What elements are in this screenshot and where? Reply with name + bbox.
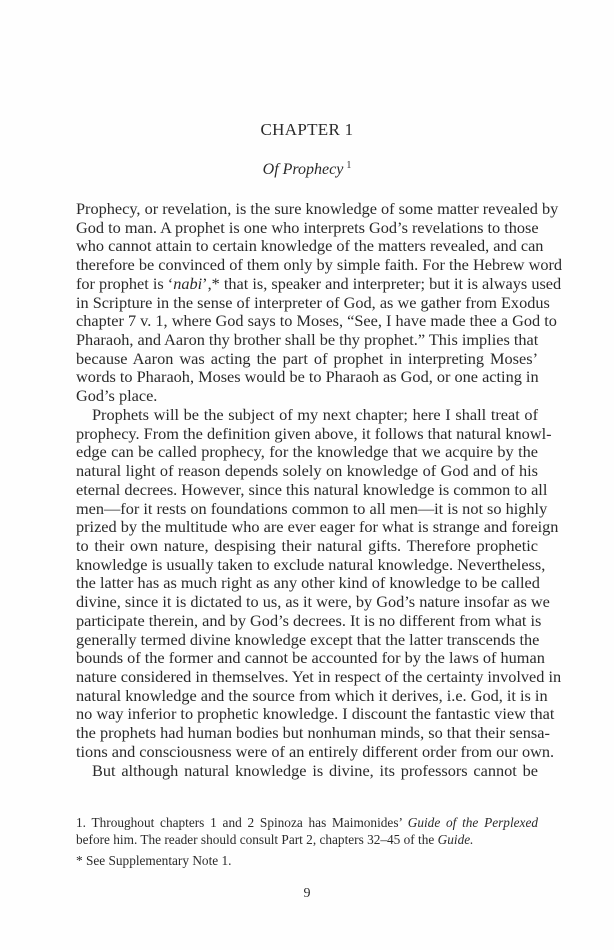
italic-text: Guide of the Perplexed <box>407 815 539 830</box>
paragraph <box>76 404 562 762</box>
chapter-title: CHAPTER 1 <box>260 120 354 139</box>
text-line: men—for it rests on foundations common to all men—it is not so highly <box>76 498 548 518</box>
text-line: generally termed divine knowledge except that the latter transcends the <box>76 629 540 649</box>
footnote-line: 1. Throughout chapters 1 and 2 Spinoza has Maimonides’ Guide of the Perplexed <box>76 815 539 830</box>
footnotes <box>76 814 538 869</box>
text-line: nature considered in themselves. Yet in respect of the certainty involved in <box>76 666 562 686</box>
text-line: chapter 7 v. 1, where God says to Moses, “See, I have made thee a God to <box>76 311 557 331</box>
page-number: 9 <box>303 886 311 901</box>
text-line: But although natural knowledge is divine, its professors cannot be <box>92 760 538 780</box>
body-text <box>76 199 563 780</box>
footnote-ref-1[interactable]: 1 <box>346 160 352 171</box>
text-line: eternal decrees. However, since this natural knowledge is common to all <box>76 479 548 499</box>
italic-text: Guide. <box>437 832 474 847</box>
footnote-line: * See Supplementary Note 1. <box>76 853 232 868</box>
italic-text: nabi <box>173 273 203 293</box>
chapter-subtitle-text: Of Prophecy <box>262 161 344 178</box>
text-line: God’s place. <box>76 386 158 406</box>
text-line: bounds of the former and cannot be accounted for by the laws of human <box>76 648 545 668</box>
text-line: words to Pharaoh, Moses would be to Pharaoh as God, or one acting in <box>76 367 539 387</box>
text-line: tions and consciousness were of an entirely different order from our own. <box>76 741 555 761</box>
text-line: God to man. A prophet is one who interprets God’s revelations to those <box>76 217 539 237</box>
paragraph <box>76 762 538 781</box>
text-line: participate therein, and by God’s decrees. It is no different from what is <box>76 610 542 630</box>
footnote-line: before him. The reader should consult Part 2, chapters 32–45 of the Guide. <box>76 832 474 847</box>
footnote <box>76 814 538 848</box>
text-line: the prophets had human bodies but nonhuman minds, so that their sensa- <box>76 723 550 743</box>
text-line: to their own nature, despising their natural gifts. Therefore prophetic <box>76 535 538 555</box>
text-line: Prophets will be the subject of my next chapter; here I shall treat of <box>92 404 538 424</box>
text-line: prophecy. From the definition given above, it follows that natural knowl- <box>76 423 552 443</box>
text-line: in Scripture in the sense of interpreter of God, as we gather from Exodus <box>76 292 550 312</box>
text-line: therefore be convinced of them only by simple faith. For the Hebrew word <box>76 255 563 275</box>
text-line: natural knowledge and the source from which it derives, i.e. God, it is in <box>76 685 548 705</box>
paragraph <box>76 199 563 406</box>
chapter-subtitle <box>0 160 614 179</box>
text-line: because Aaron was acting the part of prophet in interpreting Moses’ <box>76 348 538 368</box>
text-line: for prophet is ‘nabi’,* that is, speaker and interpreter; but it is always used <box>76 273 562 293</box>
text-line: edge can be called prophecy, for the knowledge that we acquire by the <box>76 442 538 462</box>
text-line: the latter has as much right as any other kind of knowledge to be called <box>76 573 540 593</box>
text-line: Prophecy, or revelation, is the sure knowledge of some matter revealed by <box>76 199 559 218</box>
text-line: knowledge is usually taken to exclude natural knowledge. Nevertheless, <box>76 554 546 574</box>
text-line: Pharaoh, and Aaron thy brother shall be thy prophet.” This implies that <box>76 330 539 350</box>
text-line: prized by the multitude who are ever eager for what is strange and foreign <box>76 517 559 537</box>
text-line: natural light of reason depends solely on knowledge of God and of his <box>76 461 538 481</box>
footnote <box>76 852 538 869</box>
text-line: divine, since it is dictated to us, as it were, by God’s nature insofar as we <box>76 592 550 612</box>
text-line: no way inferior to prophetic knowledge. I discount the fantastic view that <box>76 704 555 724</box>
text-line: who cannot attain to certain knowledge of the matters revealed, and can <box>76 236 544 256</box>
